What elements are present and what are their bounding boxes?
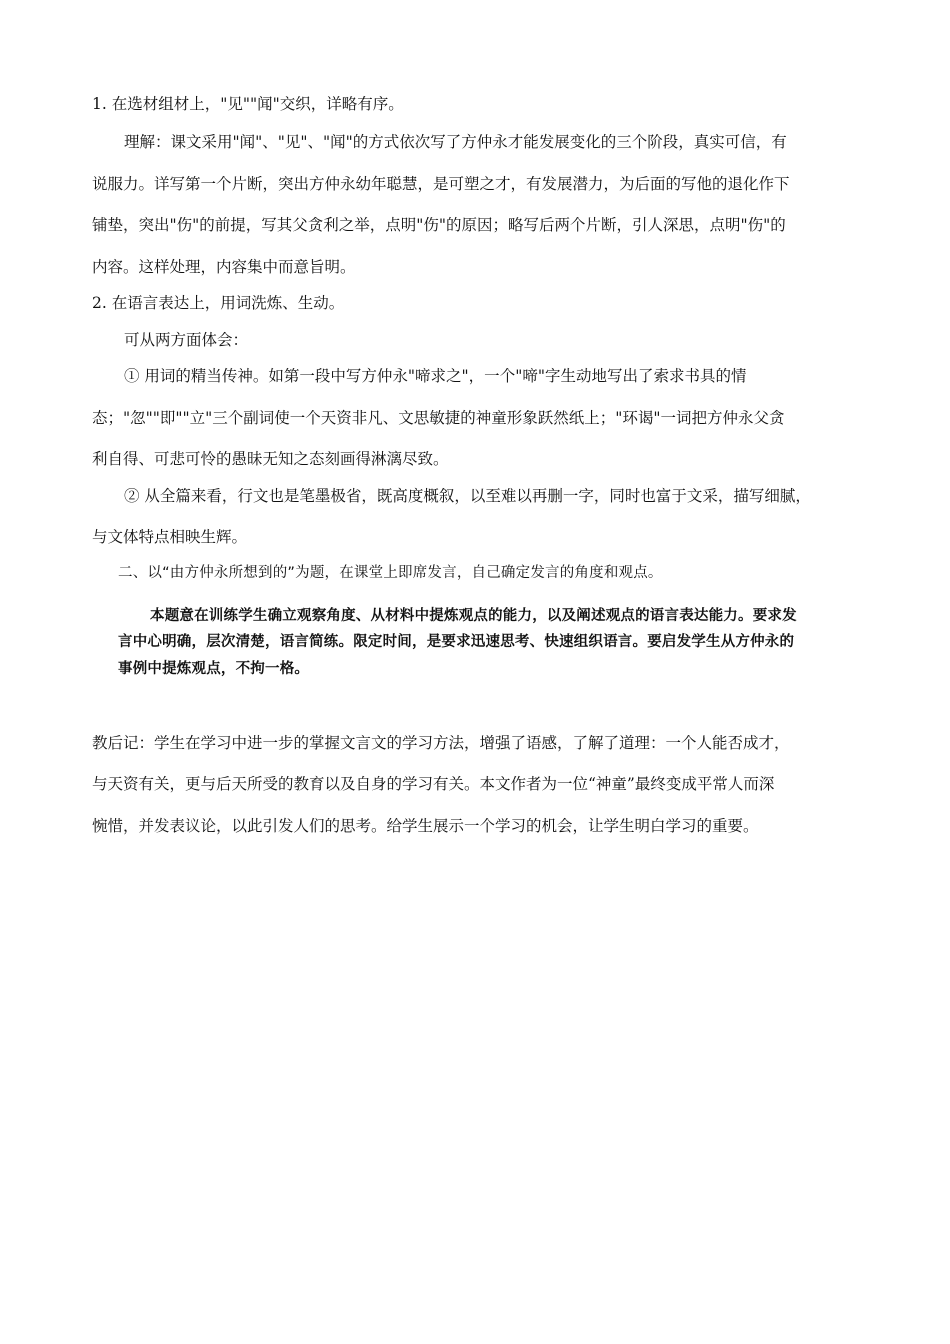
- item2-point2-line: ② 从全篇来看，行文也是笔墨极省，既高度概叙，以至难以再删一字，同时也富于文采，描写细腻，: [124, 487, 811, 505]
- section2-body-line: 本题意在训练学生确立观察角度、从材料中提炼观点的能力，以及阐述观点的语言表达能力。要求发: [150, 608, 797, 624]
- section2-body-line: 事例中提炼观点，不拘一格。: [118, 661, 310, 677]
- item2-point1-line: 态；"忽""即""立"三个副词使一个天资非凡、文思敏捷的神童形象跃然纸上；"环谒"一词把方仲永父贪: [92, 409, 785, 427]
- item1-line: 理解：课文采用"闻"、"见"、"闻"的方式依次写了方仲永才能发展变化的三个阶段，真实可信，有: [124, 133, 787, 151]
- item2-heading: 2. 在语言表达上，用词洗炼、生动。: [92, 294, 345, 312]
- item2-point2-line: 与文体特点相映生辉。: [92, 528, 248, 546]
- section2-body-line: 言中心明确，层次清楚，语言简练。限定时间，是要求迅速思考、快速组织语言。要启发学生从方仲永的: [118, 634, 795, 650]
- item1-line: 内容。这样处理，内容集中而意旨明。: [92, 258, 356, 276]
- afterword-line: 教后记：学生在学习中进一步的掌握文言文的学习方法，增强了语感，了解了道理：一个人能否成才，: [92, 734, 790, 752]
- afterword-line: 惋惜，并发表议论，以此引发人们的思考。给学生展示一个学习的机会，让学生明白学习的重要。: [92, 817, 759, 835]
- item1-line: 说服力。详写第一个片断，突出方仲永幼年聪慧，是可塑之才，有发展潜力，为后面的写他的退化作下: [92, 175, 790, 193]
- item1-heading: 1. 在选材组材上，"见""闻"交织，详略有序。: [92, 95, 404, 113]
- item1-line: 铺垫，突出"伤"的前提，写其父贪利之举，点明"伤"的原因；略写后两个片断，引人深思，点明"伤"的: [92, 216, 786, 234]
- section2-title: 二、以“由方仲永所想到的”为题，在课堂上即席发言，自己确定发言的角度和观点。: [118, 565, 663, 581]
- afterword-line: 与天资有关，更与后天所受的教育以及自身的学习有关。本文作者为一位“神童”最终变成平常人而深: [92, 775, 775, 793]
- item2-intro: 可从两方面体会：: [124, 331, 249, 349]
- item2-point1-line: ① 用词的精当传神。如第一段中写方仲永"啼求之"，一个"啼"字生动地写出了索求书具的情: [124, 367, 747, 385]
- item2-point1-line: 利自得、可悲可怜的愚昧无知之态刻画得淋漓尽致。: [92, 450, 449, 468]
